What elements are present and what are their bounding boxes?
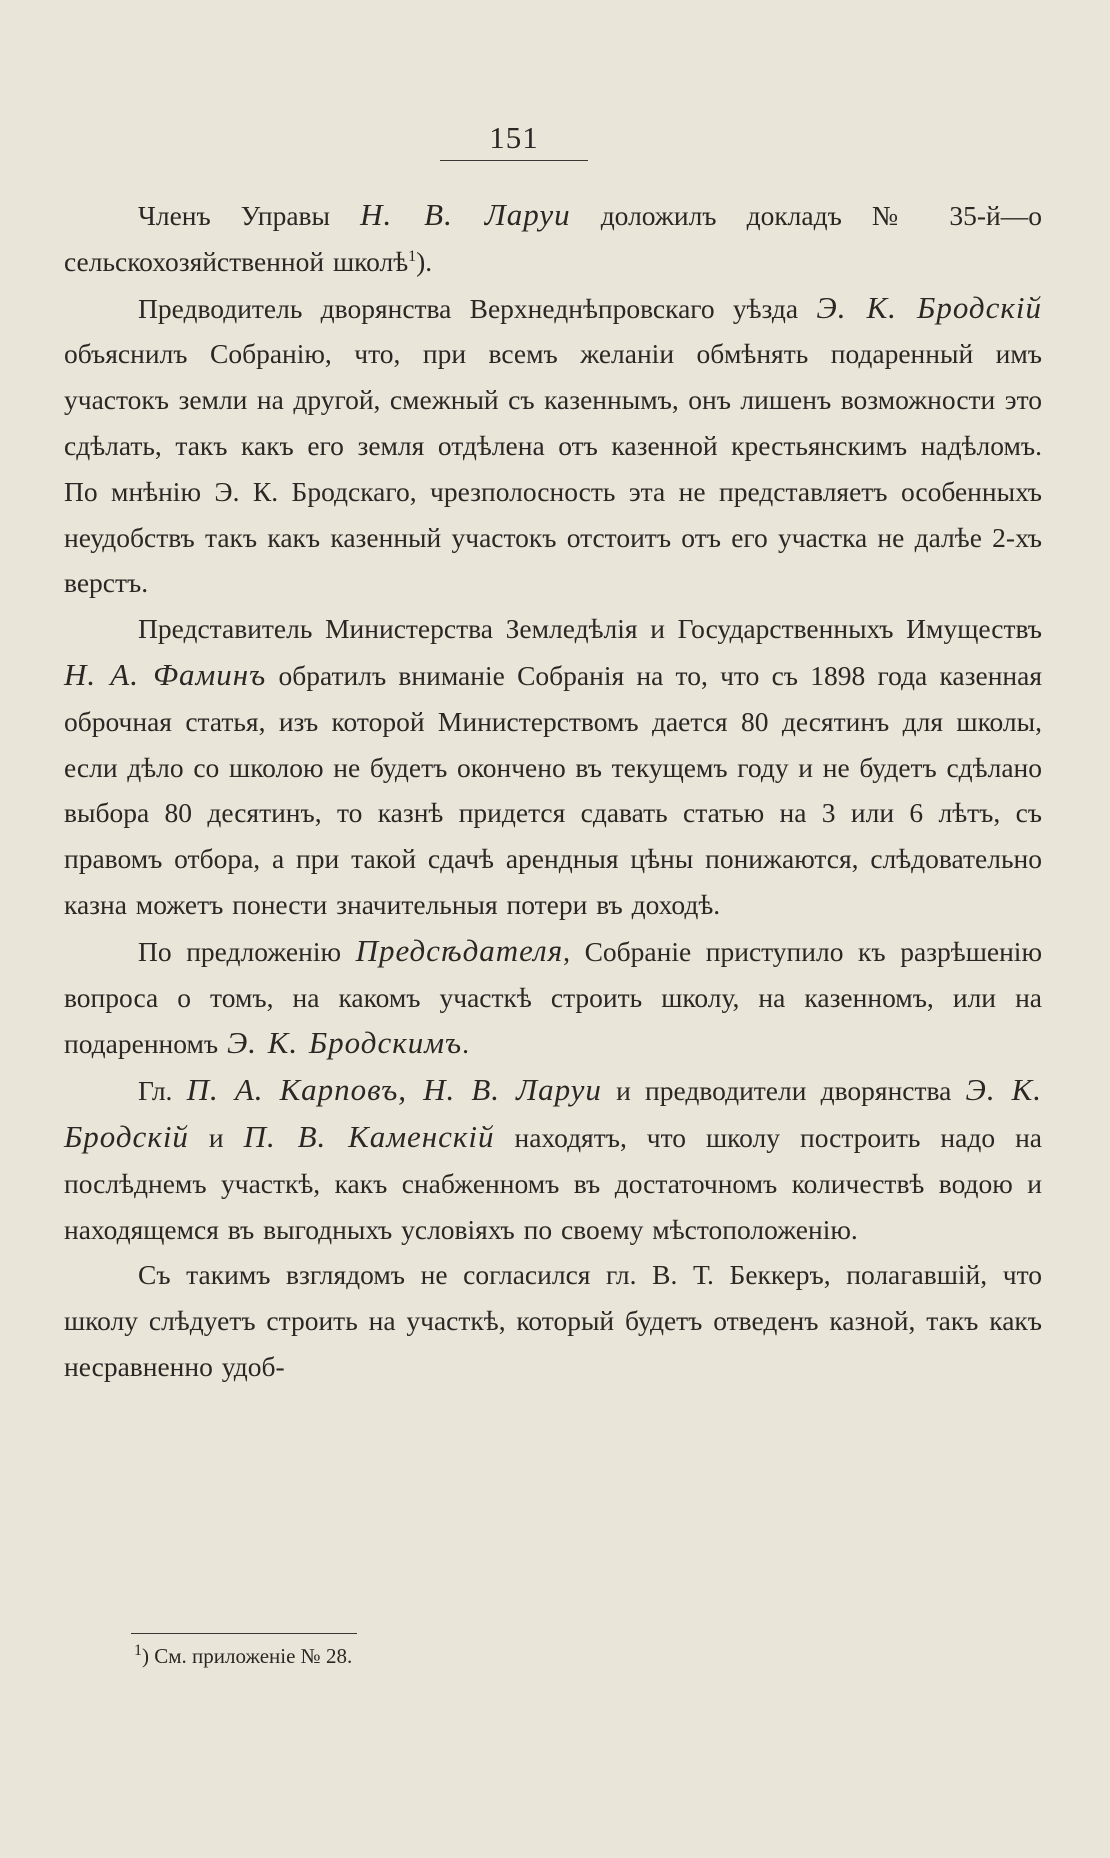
paragraph-text: Членъ Управы bbox=[138, 200, 361, 231]
person-name: П. А. Карповъ, Н. В. Ларуи bbox=[186, 1072, 602, 1108]
paragraph-6 bbox=[64, 1252, 1042, 1389]
paragraph-text: По предложенію bbox=[138, 935, 356, 967]
paragraph-1 bbox=[64, 192, 1042, 285]
person-name: Н. А. Фаминъ bbox=[64, 656, 267, 692]
person-name: Предсѣдателя bbox=[355, 932, 564, 968]
paragraph-text: Съ такимъ взглядомъ не согласился гл. В. Т. Беккеръ, полагавшій, что школу слѣдуетъ строить на участкѣ, который будетъ отведенъ казной, такъ какъ несравненно удоб- bbox=[64, 1259, 1042, 1382]
page-header bbox=[440, 118, 588, 161]
paragraph-text: объяснилъ Собранію, что, при всемъ желаніи обмѣнять подаренный имъ участокъ земли на другой, смежный съ казеннымъ, онъ лишенъ возможности это сдѣлать, такъ какъ его земля отдѣлена отъ казенной крестьянскимъ надѣломъ. По мнѣнію Э. К. Бродскаго, чрезполосность эта не представляетъ особенныхъ неудобствъ такъ какъ казенный участокъ отстоитъ отъ его участка не далѣе 2-хъ верстъ. bbox=[64, 338, 1042, 599]
footnote bbox=[134, 1642, 352, 1670]
paragraph-text: и предводители дворянства bbox=[601, 1075, 966, 1107]
paragraph-text: Гл. bbox=[138, 1075, 187, 1107]
paragraph-4 bbox=[64, 928, 1042, 1067]
paragraph-text: и bbox=[188, 1121, 244, 1153]
paragraph-2 bbox=[64, 285, 1042, 607]
paragraph-text: находятъ, что школу построить надо на послѣднемъ участкѣ, какъ снабженномъ въ достаточномъ количествѣ водою и находящемся въ выгодныхъ условіяхъ по своему мѣстоположенію. bbox=[64, 1121, 1042, 1245]
paragraph-text: доложилъ докладъ № 35-й—о сельскохозяйственной школѣ bbox=[64, 200, 1043, 277]
paragraph-text: ). bbox=[416, 245, 433, 277]
paragraph-text: Представитель Министерства Земледѣлія и Государственныхъ Имуществъ bbox=[138, 613, 1042, 645]
person-name: П. В. Каменскій bbox=[243, 1118, 495, 1154]
footnote-ref: 1 bbox=[408, 247, 417, 265]
body-text bbox=[64, 192, 1042, 1390]
person-name: Н. В. Ларуи bbox=[360, 197, 571, 232]
footnote-mark: 1 bbox=[134, 1642, 142, 1659]
page-number: 151 bbox=[489, 120, 539, 155]
paragraph-text: , Собраніе приступило къ разрѣшенію вопроса о томъ, на какомъ участкѣ строить школу, на казенномъ, или на подаренномъ bbox=[64, 935, 1042, 1060]
footnote-text: ) См. приложеніе № 28. bbox=[142, 1644, 353, 1668]
footnote-rule bbox=[131, 1633, 357, 1634]
paragraph-text: Предводитель дворянства Верхнеднѣпровскаго уѣзда bbox=[138, 292, 817, 324]
paragraph-text: . bbox=[462, 1028, 469, 1060]
paragraph-text: обратилъ вниманіе Собранія на то, что съ 1898 года казенная оброчная статья, изъ которой Министерствомъ дается 80 десятинъ для школы, если дѣло со школою не будетъ окончено въ текущемъ году и не будетъ сдѣлано выбора 80 десятинъ, то казнѣ придется сдавать статью на 3 или 6 лѣтъ, съ правомъ отбора, а при такой сдачѣ арендныя цѣны понижаются, слѣдовательно казна можетъ понести значительныя потери въ доходѣ. bbox=[64, 659, 1042, 920]
person-name: Э. К. Бродскій bbox=[64, 1072, 1042, 1154]
person-name: Э. К. Бродскимъ bbox=[227, 1025, 463, 1061]
paragraph-5 bbox=[64, 1067, 1042, 1252]
header-rule bbox=[440, 160, 588, 161]
paragraph-3 bbox=[64, 606, 1042, 928]
person-name: Э. К. Бродскій bbox=[816, 289, 1042, 325]
